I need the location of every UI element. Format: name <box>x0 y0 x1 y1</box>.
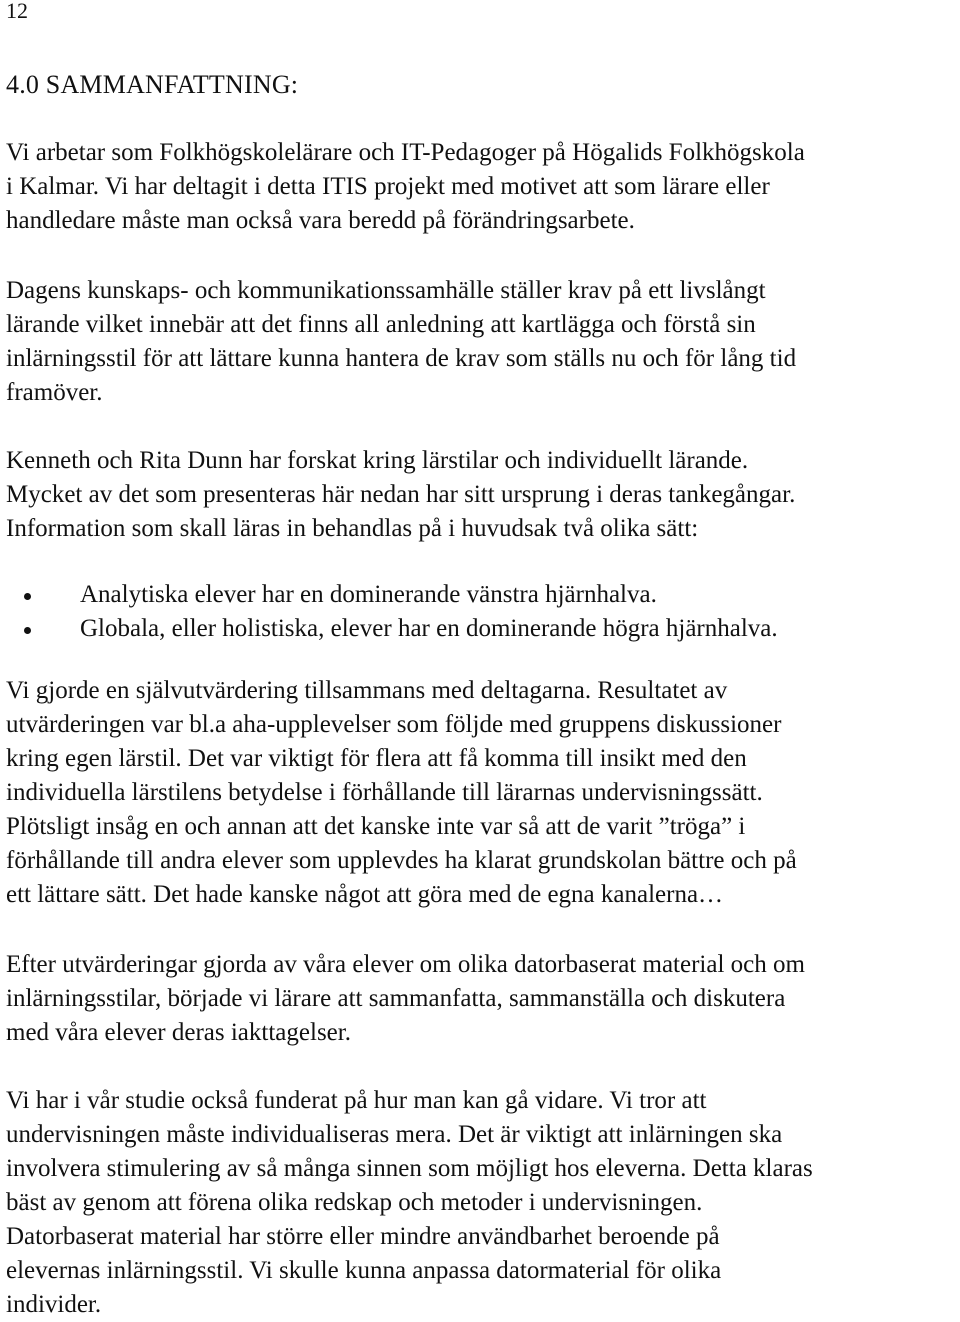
paragraph-line: Efter utvärderingar gjorda av våra elever om olika datorbaserat material och om <box>6 951 805 978</box>
bullet-list <box>0 578 960 646</box>
paragraph-line: handledare måste man också vara beredd på förändringsarbete. <box>6 207 635 234</box>
paragraph-society <box>6 274 956 410</box>
paragraph-line: i Kalmar. Vi har deltagit i detta ITIS projekt med motivet att som lärare eller <box>6 173 770 200</box>
page-number: 12 <box>6 0 28 23</box>
bullet-text: Analytiska elever har en dominerande vänstra hjärnhalva. <box>80 581 657 608</box>
paragraph-line: med våra elever deras iakttagelser. <box>6 1019 351 1046</box>
paragraph-line: Mycket av det som presenteras här nedan har sitt ursprung i deras tankegångar. <box>6 481 796 508</box>
paragraph-line: Vi gjorde en självutvärdering tillsammans med deltagarna. Resultatet av <box>6 677 728 704</box>
paragraph-after-evaluation <box>6 948 956 1050</box>
paragraph-line: individer. <box>6 1291 102 1318</box>
paragraph-next-steps <box>6 1084 956 1322</box>
paragraph-line: kring egen lärstil. Det var viktigt för flera att få komma till insikt med den <box>6 745 747 772</box>
paragraph-line: undervisningen måste individualiseras mera. Det är viktigt att inlärningen ska <box>6 1121 783 1148</box>
paragraph-line: Kenneth och Rita Dunn har forskat kring lärstilar och individuellt lärande. <box>6 447 749 474</box>
paragraph-line: Vi har i vår studie också funderat på hur man kan gå vidare. Vi tror att <box>6 1087 707 1114</box>
paragraph-line: framöver. <box>6 379 103 406</box>
paragraph-intro <box>6 136 956 238</box>
paragraph-line: inlärningsstilar, började vi lärare att sammanfatta, sammanställa och diskutera <box>6 985 786 1012</box>
paragraph-evaluation <box>6 674 956 912</box>
paragraph-line: förhållande till andra elever som upplevdes ha klarat grundskolan bättre och på <box>6 847 797 874</box>
bullet-dot-icon <box>24 593 31 600</box>
bullet-item <box>0 578 960 612</box>
paragraph-line: utvärderingen var bl.a aha-upplevelser som följde med gruppens diskussioner <box>6 711 782 738</box>
paragraph-line: lärande vilket innebär att det finns all anledning att kartlägga och förstå sin <box>6 311 756 338</box>
paragraph-line: ett lättare sätt. Det hade kanske något att göra med de egna kanalerna… <box>6 881 724 908</box>
paragraph-line: Datorbaserat material har större eller mindre användbarhet beroende på <box>6 1223 720 1250</box>
paragraph-line: inlärningsstil för att lättare kunna hantera de krav som ställs nu och för lång tid <box>6 345 797 372</box>
paragraph-line: Dagens kunskaps- och kommunikationssamhälle ställer krav på ett livslångt <box>6 277 766 304</box>
bullet-item <box>0 612 960 646</box>
paragraph-line: individuella lärstilens betydelse i förhållande till lärarnas undervisningssätt. <box>6 779 763 806</box>
paragraph-line: Vi arbetar som Folkhögskolelärare och IT-Pedagoger på Högalids Folkhögskola <box>6 139 805 166</box>
paragraph-line: Information som skall läras in behandlas på i huvudsak två olika sätt: <box>6 515 699 542</box>
section-heading: 4.0 SAMMANFATTNING: <box>6 70 299 99</box>
bullet-dot-icon <box>24 627 31 634</box>
paragraph-line: Plötsligt insåg en och annan att det kanske inte var så att de varit ”tröga” i <box>6 813 746 840</box>
paragraph-line: involvera stimulering av så många sinnen som möjligt hos eleverna. Detta klaras <box>6 1155 813 1182</box>
bullet-text: Globala, eller holistiska, elever har en dominerande högra hjärnhalva. <box>80 615 778 642</box>
paragraph-dunn <box>6 444 956 546</box>
paragraph-line: elevernas inlärningsstil. Vi skulle kunna anpassa datormaterial för olika <box>6 1257 722 1284</box>
paragraph-line: bäst av genom att förena olika redskap och metoder i undervisningen. <box>6 1189 703 1216</box>
